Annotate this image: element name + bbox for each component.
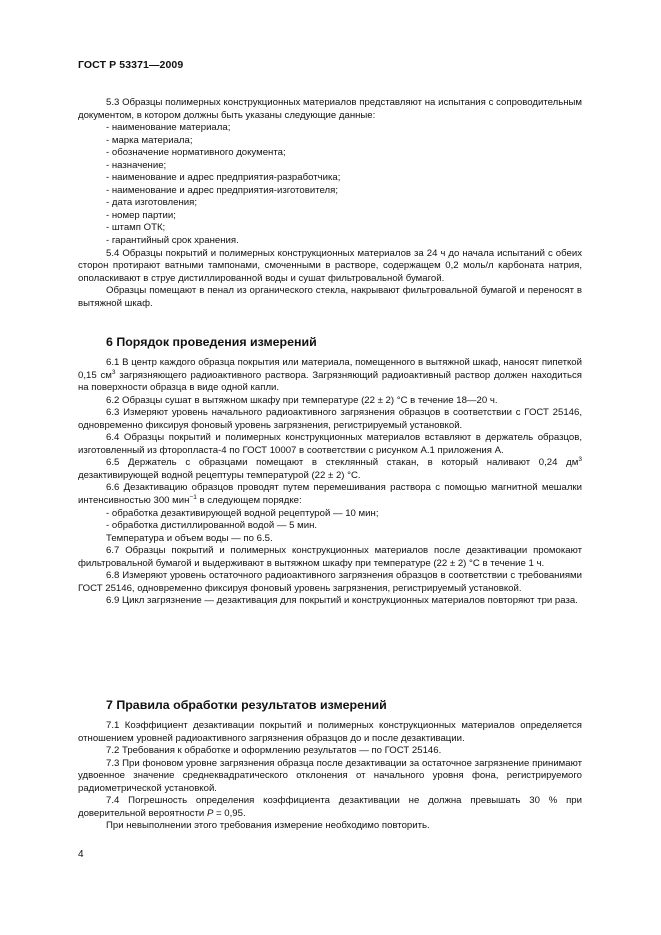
document-header: ГОСТ Р 53371—2009 [78, 59, 184, 71]
list-item: - марка материала; [106, 134, 193, 146]
paragraph-7-1: 7.1 Коэффициент дезактивации покрытий и полимерных конструкционных материалов определяется отношением уровней радиоактивного загрязнения образцов до и после дезактивации. [78, 720, 582, 744]
paragraph-5-3: 5.3 Образцы полимерных конструкционных материалов представляют на испытания с сопроводительным документом, в котором должны быть указаны следующие данные: [78, 97, 582, 121]
paragraph-7-2: 7.2 Требования к обработке и оформлению результатов — по ГОСТ 25146. [106, 745, 442, 757]
list-item: - обработка дезактивирующей водной рецептурой — 10 мин; [106, 507, 379, 519]
section-6-heading: 6 Порядок проведения измерений [106, 335, 317, 349]
list-item: - назначение; [106, 159, 167, 171]
paragraph-5-4: 5.4 Образцы покрытий и полимерных конструкционных материалов за 24 ч до начала испытаний с обеих сторон протирают ватными тампонами, смоченными в растворе, содержащем 0,2 моль/л карбоната натрия, ополаскивают в струе дистиллированной воды и сушат фильтровальной бумагой. [78, 247, 582, 284]
paragraph-6-6-continued: Температура и объем воды — по 6.5. [106, 532, 273, 544]
section-7-heading: 7 Правила обработки результатов измерений [106, 698, 387, 712]
paragraph-7-4: 7.4 Погрешность определения коэффициента дезактивации не должна превышать 30 % при доверительной вероятности P = 0,95. [78, 795, 582, 819]
paragraph-6-7: 6.7 Образцы покрытий и полимерных конструкционных материалов после дезактивации промокают фильтровальной бумагой и выдерживают в вытяжном шкафу при температуре (22 ± 2) °С в течение 1 ч. [78, 545, 582, 569]
paragraph-7-4-continued: При невыполнении этого требования измерение необходимо повторить. [106, 820, 430, 832]
list-item: - номер партии; [106, 209, 176, 221]
paragraph-6-9: 6.9 Цикл загрязнение — дезактивация для покрытий и конструкционных материалов повторяют три раза. [106, 595, 578, 607]
paragraph-6-6: 6.6 Дезактивацию образцов проводят путем перемешивания раствора с помощью магнитной мешалки интенсивностью 300 мин$^{-1}$ в следующем порядке: [78, 482, 582, 507]
list-item: - обработка дистиллированной водой — 5 мин. [106, 520, 318, 532]
paragraph-5-4-continued: Образцы помещают в пенал из органического стекла, накрывают фильтровальной бумагой и переносят в вытяжной шкаф. [78, 285, 582, 309]
paragraph-6-1: 6.1 В центр каждого образца покрытия или материала, помещенного в вытяжной шкаф, наносят пипеткой 0,15 $см^3$ загрязняющего радиоактивного раствора. Загрязняющий радиоактивный раствор должен находиться на поверхности образца в виде одной капли. [78, 357, 582, 394]
paragraph-6-4: 6.4 Образцы покрытий и полимерных конструкционных материалов вставляют в держатель образцов, изготовленный из фторопласта-4 по ГОСТ 10007 в соответствии с рисунком А.1 приложения А. [78, 432, 582, 456]
list-item: - обозначение нормативного документа; [106, 147, 286, 159]
list-item: - штамп ОТК; [106, 222, 166, 234]
list-item: - наименование материала; [106, 122, 231, 134]
paragraph-7-3: 7.3 При фоновом уровне загрязнения образца после дезактивации за остаточное загрязнение принимают удвоенное значение среднеквадратического отклонения от начального уровня фона, регистрируемого радиометрической установкой. [78, 757, 582, 794]
section-7 [78, 697, 582, 833]
paragraph-6-3: 6.3 Измеряют уровень начального радиоактивного загрязнения образцов в соответствии с ГОСТ 25146, одновременно фиксируя фоновый уровень загрязнения, регистрируемый установкой. [78, 407, 582, 431]
paragraph-6-5: 6.5 Держатель с образцами помещают в стеклянный стакан, в который наливают 0,24 $дм^3$ дезактивирующей водной рецептуры температурой (22 ± 2) °С. [78, 456, 582, 481]
list-item: - наименование и адрес предприятия-изготовителя; [106, 184, 338, 196]
paragraph-6-2: 6.2 Образцы сушат в вытяжном шкафу при температуре (22 ± 2) °С в течение 18—20 ч. [106, 394, 498, 406]
list-item: - дата изготовления; [106, 197, 197, 209]
page-number: 4 [78, 849, 84, 860]
paragraph-6-8: 6.8 Измеряют уровень остаточного радиоактивного загрязнения образцов в соответствии с требованиями ГОСТ 25146, одновременно фиксируя фоновый уровень загрязнения, регистрируемый установкой. [78, 570, 582, 594]
list-item: - гарантийный срок хранения. [106, 235, 239, 247]
section-6 [78, 334, 582, 608]
section-5-continuation [78, 97, 582, 310]
list-item: - наименование и адрес предприятия-разработчика; [106, 172, 341, 184]
